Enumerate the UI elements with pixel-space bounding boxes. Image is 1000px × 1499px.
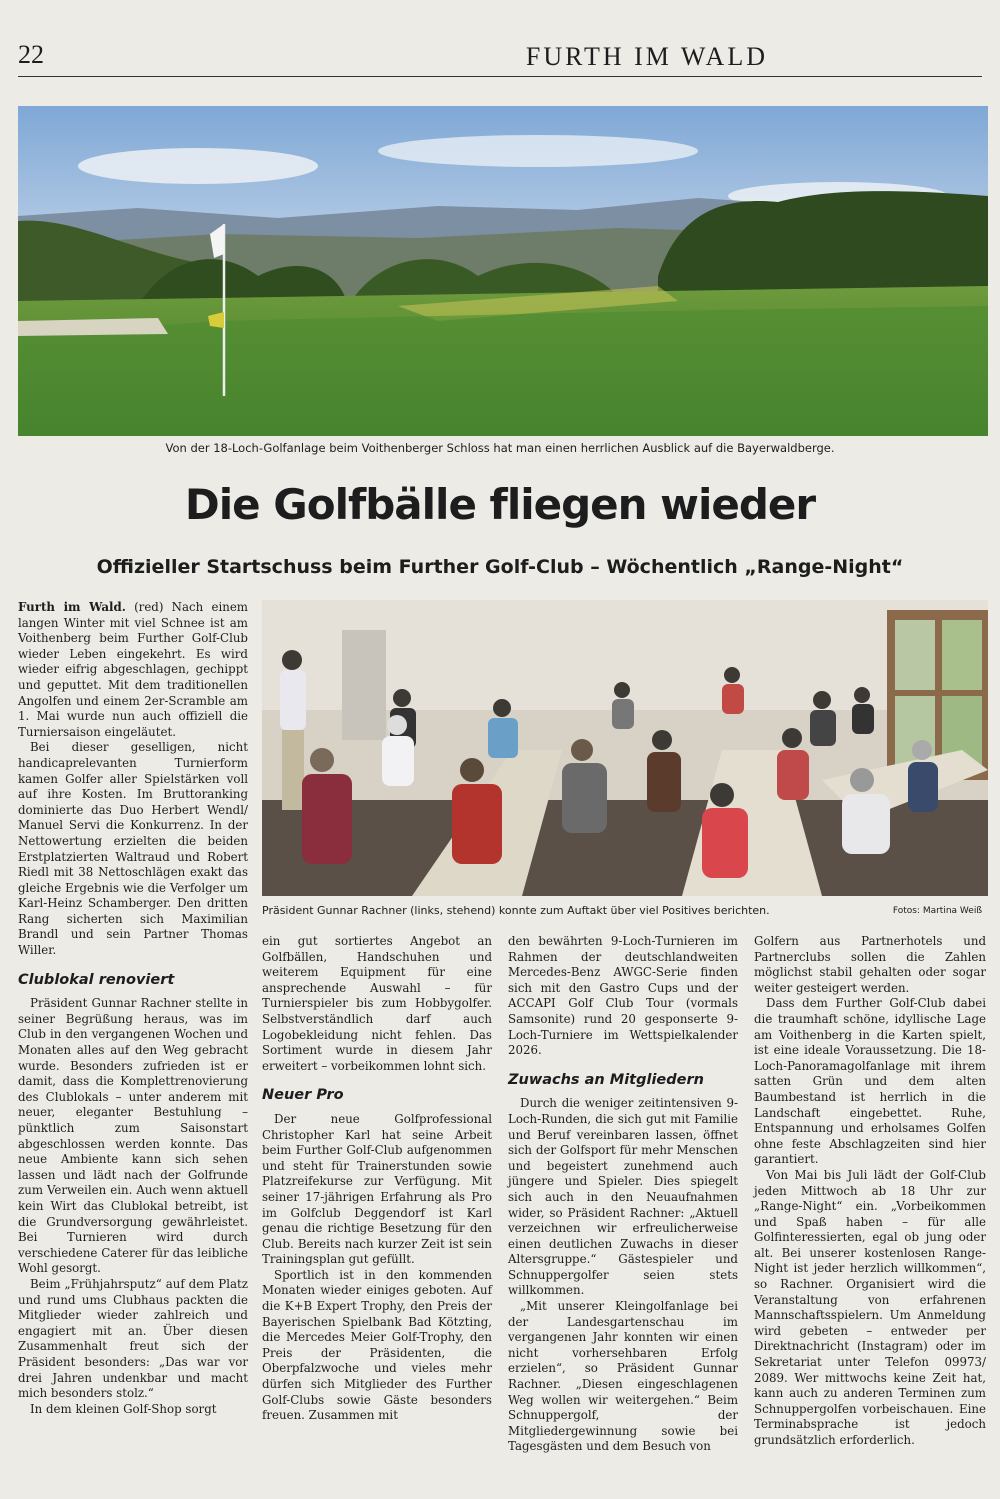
paragraph: Dass dem Further Golf-Club dabei die traumhaft schöne, idyllische Lage am Voithenberg in die Karten spielt, ist eine ideale Voraussetzung. Die 18-Loch-Panoramagolfanlage mit ihrem satten Grün und dem alten Baumbestand ist herrlich in die Landschaft eingebettet. Ruhe, Entspannung und erholsames Golfen ohne feste Abschlagzeiten sind hier garantiert. xyxy=(754,996,986,1167)
paragraph: Präsident Gunnar Rachner stellte in seiner Begrüßung heraus, was im Club in den vergangenen Wochen und Monaten alles auf den Weg gebracht wurde. Besonders zufrieden ist er damit, dass die Komplettrenovierung des Clublokals – unter anderem mit neuer, eleganter Bestuhlung – pünktlich zum Saisonstart abgeschlossen werden konnte. Das neue Ambiente kann sich sehen lassen und lädt nach der Golfrunde zum Verweilen ein. Auch wenn aktuell kein Wirt das Clublokal betreibt, ist die Grundversorgung gewährleistet. Bei Turnieren wird durch verschiedene Caterer für das leibliche Wohl gesorgt. xyxy=(18,996,248,1276)
section-title: FURTH IM WALD xyxy=(525,42,768,71)
paragraph: Beim „Frühjahrsputz“ auf dem Platz und rund ums Clubhaus packten die Mitglieder wieder zahlreich und engagiert mit an. Über diesen Zusammenhalt freut sich der Präsident besonders: „Das war vor drei Jahren undenkbar und macht mich besonders stolz.“ xyxy=(18,1276,248,1401)
photo-caption: Präsident Gunnar Rachner (links, stehend) konnte zum Auftakt über viel Positives berichten. xyxy=(262,904,770,917)
header-rule xyxy=(18,76,982,77)
paragraph: Golfern aus Partnerhotels und Partnerclubs sollen die Zahlen möglichst stabil gehalten oder sogar weiter gesteigert werden. xyxy=(754,934,986,995)
subheading-zuwachs: Zuwachs an Mitgliedern xyxy=(508,1071,704,1088)
subheading-neuer-pro: Neuer Pro xyxy=(262,1087,344,1104)
article-headline: Die Golfbälle fliegen wieder xyxy=(184,480,816,529)
column-3 xyxy=(508,934,738,1455)
paragraph: Durch die weniger zeitintensiven 9-Loch-Runden, die sich gut mit Familie und Beruf vereinbaren lassen, öffnet sich der Golfsport für mehr Menschen und begeistert zunehmend auch jüngere und Spieler. Dies spiegelt sich auch in den Neuaufnahmen wider, so Präsident Rachner: „Aktuell verzeichnen wir erfreulicherweise einen deutlichen Zuwachs in dieser Altersgruppe.“ Gästespieler und Schnuppergolfer seien stets willkommen. xyxy=(508,1096,738,1298)
column-2 xyxy=(262,934,492,1424)
paragraph: Sportlich ist in den kommenden Monaten wieder einiges geboten. Auf die K+B Expert Trophy, den Preis der Bayerischen Spielbank Bad Kötzting, die Mercedes Meier Golf-Trophy, den Preis der Präsidenten, die Oberpfalzwoche und vieles mehr dürfen sich Mitglieder des Further Golf-Clubs sowie Gäste besonders freuen. Zusammen mit xyxy=(262,1267,492,1423)
paragraph: den bewährten 9-Loch-Turnieren im Rahmen der deutschlandweiten Mercedes-Benz AWGC-Serie finden sich mit den Gastro Cups und der ACCAPI Golf Club Tour (vormals Samsonite) rund 20 gesponserte 9-Loch-Turniere im Wettspielkalender 2026. xyxy=(508,934,738,1058)
dateline: Furth im Wald. xyxy=(18,600,126,614)
intro-paragraph: Furth im Wald. (red) Nach einem langen Winter mit viel Schnee ist am Voithenberg beim Further Golf-Club wieder Leben eingekehrt. Es wird wieder eifrig abgeschlagen, gechippt und geputtet. Mit dem traditionellen Angolfen und einem 2er-Scramble am 1. Mai wurde nun auch offiziell die Turniersaison eingeläutet. xyxy=(18,600,248,739)
photo-credit: Fotos: Martina Weiß xyxy=(892,906,982,916)
subheading-clublokal: Clublokal renoviert xyxy=(18,971,175,988)
paragraph: ein gut sortiertes Angebot an Golfbällen, Handschuhen und weiterem Equipment für eine ansprechende Auswahl – für Turnierspieler bis zum Hobbygolfer. Selbstverständlich darf auch Logobekleidung nicht fehlen. Das Sortiment wurde in diesem Jahr erweitert – vorbeikommen lohnt sich. xyxy=(262,934,492,1073)
paragraph: „Mit unserer Kleingolfanlage bei der Landesgartenschau im vergangenen Jahr konnten wir einen nicht vorhersehbaren Erfolg erzielen“, so Präsident Gunnar Rachner. „Diesen eingeschlagenen Weg wollen wir weitergehen.“ Beim Schnuppergolf, der Mitgliedergewinnung sowie bei Tagesgästen und dem Besuch von xyxy=(508,1299,738,1454)
paragraph: In dem kleinen Golf-Shop sorgt xyxy=(30,1401,217,1416)
column-1 xyxy=(18,600,248,1417)
paragraph: Von Mai bis Juli lädt der Golf-Club jeden Mittwoch ab 18 Uhr zur „Range-Night“ ein. „Vorbeikommen und Spaß haben – für alle Golfinteressierten, egal ob jung oder alt. Bei unserer kostenlosen Range-Night ist jeder herzlich willkommen“, so Rachner. Organisiert wird die Veranstaltung von erfahrenen Mannschaftsspielern. Um Anmeldung wird gebeten – entweder per Direktnachricht (Instagram) oder im Sekretariat unter Telefon 09973/ 2089. Wer mittwochs keine Zeit hat, kann auch zu anderen Terminen zum Schnuppergolfen vorbeischauen. Eine Terminabsprache ist jedoch grundsätzlich erforderlich. xyxy=(754,1167,986,1447)
paragraph: Der neue Golfprofessional Christopher Karl hat seine Arbeit beim Further Golf-Club aufgenommen und steht für Trainerstunden sowie Platzreifekurse zur Verfügung. Mit seiner 17-jährigen Erfahrung als Pro im Golfclub Deggendorf ist Karl genau die richtige Besetzung für den Club. Bereits nach kurzer Zeit ist sein Trainingsplan gut gefüllt. xyxy=(262,1111,492,1267)
paragraph: Bei dieser geselligen, nicht handicaprelevanten Turnierform kamen Golfer aller Spielstärken voll auf ihre Kosten. Im Bruttoranking dominierte das Duo Herbert Wendl/ Manuel Servi die Konkurrenz. In der Nettowertung erzielten die beiden Erstplatzierten Waltraud und Robert Riedl mit 38 Nettoschlägen exakt das gleiche Ergebnis wie die Verfolger um Karl-Heinz Schamberger. Den dritten Rang sicherten sich Maximilian Brandl und sein Partner Thomas Willer. xyxy=(18,740,248,958)
clubhouse-meeting-photo xyxy=(262,600,988,896)
column-4 xyxy=(754,934,986,1449)
golf-course-photo xyxy=(18,106,988,436)
article-subheadline: Offizieller Startschuss beim Further Golf-Club – Wöchentlich „Range-Night“ xyxy=(96,556,904,578)
hero-caption: Von der 18-Loch-Golfanlage beim Voithenberger Schloss hat man einen herrlichen Ausblick auf die Bayerwaldberge. xyxy=(165,441,835,455)
page-number: 22 xyxy=(18,40,44,69)
